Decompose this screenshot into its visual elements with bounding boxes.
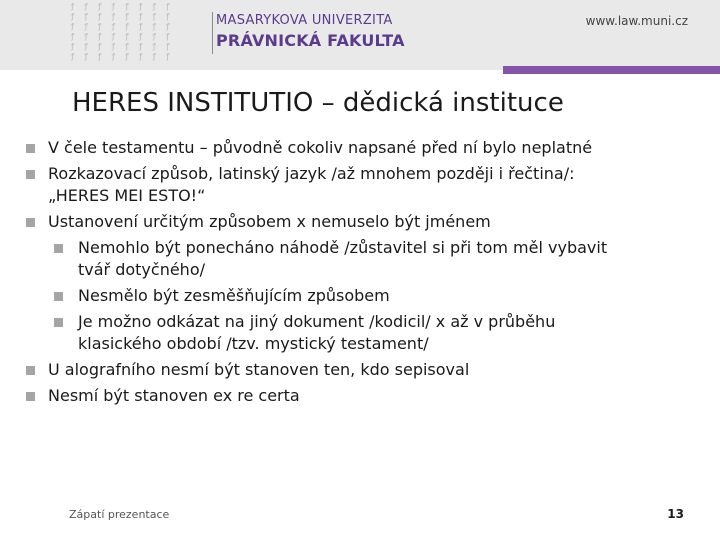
slide-title: HERES INSTITUTIO – dědická instituce [72,88,564,118]
logo-divider [212,12,213,54]
bullet-text: Ustanovení určitým způsobem x nemuselo být jménem [48,212,491,231]
accent-bar [503,66,720,74]
bullet-square-icon [54,292,63,301]
bullet-text: Je možno odkázat na jiný dokument /kodicil/ x až v průběhu [78,312,556,331]
bullet-item [26,357,706,383]
footer-text: Zápatí prezentace [69,508,170,521]
bullet-square-icon [26,392,35,401]
bullet-text: V čele testamentu – původně cokoliv napsané před ní bylo neplatné [48,138,593,157]
bullet-text-continuation: klasického období /tzv. mystický testament/ [78,334,429,353]
bullet-text: U alografního nesmí být stanoven ten, kdo sepisoval [48,360,470,379]
bullet-item [26,209,706,235]
bullet-item [26,383,706,409]
university-name: MASARYKOVA UNIVERZITA [216,13,393,28]
bullet-text: Nesmí být stanoven ex re certa [48,386,300,405]
bullet-square-icon [54,318,63,327]
website-url[interactable]: www.law.muni.cz [585,14,688,28]
sub-bullet-item [26,283,706,309]
bullet-square-icon [26,144,35,153]
sub-bullet-item [26,309,706,357]
bullet-text-continuation: „HERES MEI ESTO!“ [48,186,206,205]
page-number: 13 [667,507,684,521]
logo-pattern: ƒ ƒ ƒ ƒ ƒ ƒ ƒ ƒ ƒ ƒ ƒ ƒ ƒ ƒ ƒ ƒ ƒ ƒ ƒ ƒ ƒ ƒ ƒ ƒ ƒ ƒ ƒ ƒ ƒ ƒ ƒ ƒ ƒ ƒ ƒ ƒ ƒ ƒ ƒ ƒ ƒ ƒ ƒ ƒ ƒ ƒ ƒ ƒ [70,2,173,61]
bullet-square-icon [26,218,35,227]
faculty-name: PRÁVNICKÁ FAKULTA [216,31,405,50]
bullet-item [26,135,706,161]
bullet-square-icon [26,170,35,179]
bullet-square-icon [26,366,35,375]
slide-header [0,0,720,70]
bullet-text: Rozkazovací způsob, latinský jazyk /až mnohem později i řečtina/: [48,164,575,183]
sub-bullet-item [26,235,706,283]
bullet-square-icon [54,244,63,253]
bullet-item [26,161,706,209]
bullet-list [26,135,706,409]
bullet-text: Nemohlo být ponecháno náhodě /zůstavitel si při tom měl vybavit [78,238,608,257]
bullet-text: Nesmělo být zesměšňujícím způsobem [78,286,390,305]
bullet-text-continuation: tvář dotyčného/ [78,260,205,279]
